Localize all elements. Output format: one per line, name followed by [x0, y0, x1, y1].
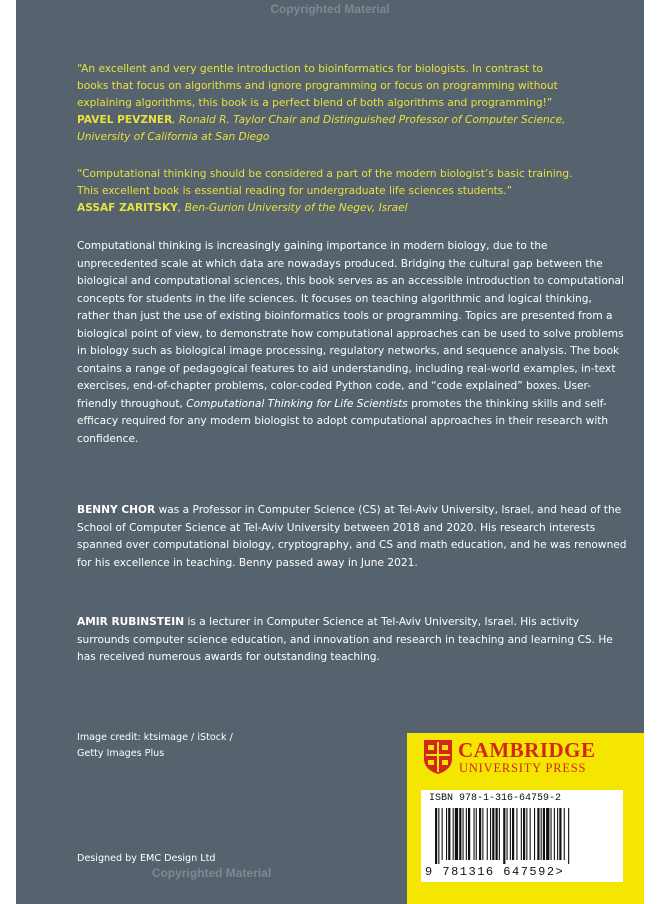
publisher-name: CAMBRIDGE: [458, 738, 596, 762]
barcode-bar: [455, 808, 458, 860]
barcode-bar: [516, 808, 517, 860]
author-1-name: BENNY CHOR: [77, 504, 156, 516]
barcode-bar: [530, 808, 531, 860]
barcode-bar: [476, 808, 477, 860]
barcode-bar: [479, 808, 481, 860]
endorsement-quote-1: “An excellent and very gentle introduction to bioinformatics for biologists. In contrast to books that focus on algorithms and ignore programming or focus on programming without explaining algorithms, this book is a perfect blend of both algorithms and programming!”: [77, 63, 558, 109]
author-bio-1: [77, 502, 627, 572]
barcode-bar: [496, 808, 498, 860]
barcode-bar: [559, 808, 561, 860]
barcode-bar: [492, 808, 494, 860]
barcode-bar: [521, 808, 522, 860]
back-cover: [16, 0, 644, 904]
description-text-end: promotes the thinking skills and self-efficacy required for any modern biologist to adopt computational approaches in their research with confidence.: [77, 397, 609, 445]
endorser-1-affiliation: , Ronald R. Taylor Chair and Distinguished Professor of Computer Science,: [172, 114, 566, 126]
book-title: Computational Thinking for Life Scientists: [186, 397, 408, 410]
endorsement-quote-2: “Computational thinking should be considered a part of the modern biologist’s basic training. This excellent book is essential reading for undergraduate life sciences students.”: [77, 168, 573, 197]
image-credit: [77, 730, 233, 762]
cambridge-shield-icon: [423, 739, 453, 775]
barcode-bar: [490, 808, 491, 860]
endorser-2: [77, 200, 622, 217]
barcode-bar: [453, 808, 454, 860]
barcode-bar: [438, 808, 439, 864]
barcode-bar: [474, 808, 475, 860]
barcode-bar: [537, 808, 539, 860]
barcode-label: [421, 790, 623, 882]
publisher-block: [407, 733, 644, 904]
barcode-bar: [468, 808, 470, 860]
barcode-bar: [507, 808, 508, 860]
barcode-bar: [466, 808, 467, 860]
author-bio-2: [77, 614, 627, 667]
book-description: [77, 238, 627, 448]
endorser-2-affiliation: , Ben-Gurion University of the Negev, Israel: [177, 202, 408, 214]
barcode-bar: [554, 808, 555, 860]
author-1-bio: was a Professor in Computer Science (CS) at Tel-Aviv University, Israel, and head of the School of Computer Science at Tel-Aviv University between 2018 and 2020. His research interests spanned over computational biology, cryptography, and CS and math education, and he was renowned for his excellence in teaching. Benny passed away in June 2021.: [77, 504, 627, 569]
barcode-bar: [541, 808, 542, 860]
barcode-bar: [557, 808, 558, 860]
author-2-name: AMIR RUBINSTEIN: [77, 616, 185, 628]
image-credit-line-1: Image credit: ktsimage / iStock /: [77, 732, 233, 743]
barcode-bar: [499, 808, 500, 860]
barcode-bar: [448, 808, 450, 860]
barcode-bar: [546, 808, 549, 860]
barcode-bar: [435, 808, 437, 864]
barcode-bar: [568, 808, 569, 864]
barcode-arrow: >: [555, 865, 565, 879]
barcode-bar: [564, 808, 565, 860]
watermark-top: Copyrighted Material: [270, 2, 390, 16]
endorser-2-name: ASSAF ZARITSKY: [77, 202, 178, 214]
isbn-text: ISBN 978-1-316-64759-2: [429, 793, 562, 804]
barcode-digits: [425, 865, 564, 879]
barcode-bar: [510, 808, 511, 860]
designer-credit: Designed by EMC Design Ltd: [77, 853, 216, 864]
barcode-bar: [551, 808, 552, 860]
barcode-bar: [534, 808, 535, 860]
barcode-bar: [543, 808, 545, 860]
barcode-icon: [435, 808, 611, 864]
endorser-1-name: PAVEL PEVZNER: [77, 114, 173, 126]
barcode-bar: [446, 808, 447, 860]
barcode-bar: [512, 808, 514, 860]
image-credit-line-2: Getty Images Plus: [77, 748, 165, 759]
description-text: Computational thinking is increasingly gaining importance in modern biology, due to the unprecedented scale at which data are nowadays produced. Bridging the cultural gap between the biological and computational sciences, this book serves as an accessible introduction to computational concepts for students in the life sciences. It focuses on teaching algorithmic and logical thinking, rather than just the use of existing bioinformatics tools or programming. Topics are presented from a biological point of view, to demonstrate how computational approaches can be used to solve problems in biology such as biological image processing, regulatory networks, and sequence analysis. The book contains a range of pedagogical features to aid understanding, including real-world examples, in-text exercises, end-of-chapter problems, color-coded Python code, and “code explained” boxes. User-friendly throughout,: [77, 240, 624, 410]
barcode-bar: [523, 808, 525, 860]
barcode-bar: [442, 808, 443, 860]
barcode-bar: [459, 808, 461, 860]
barcode-bar: [487, 808, 488, 860]
author-2-bio: is a lecturer in Computer Science at Tel-Aviv University, Israel. His activity surrounds computer science education, and innovation and research in teaching and learning CS. He has received numerous awards for outstanding teaching.: [77, 616, 613, 663]
barcode-bar: [526, 808, 527, 860]
endorser-1: [77, 112, 622, 146]
watermark-bottom: Copyrighted Material: [151, 866, 272, 880]
barcode-number: 9 781316 647592: [425, 865, 556, 879]
barcode-bar: [482, 808, 483, 860]
barcode-bar: [463, 808, 464, 860]
publisher-press: UNIVERSITY PRESS: [459, 761, 587, 775]
barcode-bar: [503, 808, 505, 864]
endorser-1-affiliation-line2: University of California at San Diego: [77, 131, 270, 143]
